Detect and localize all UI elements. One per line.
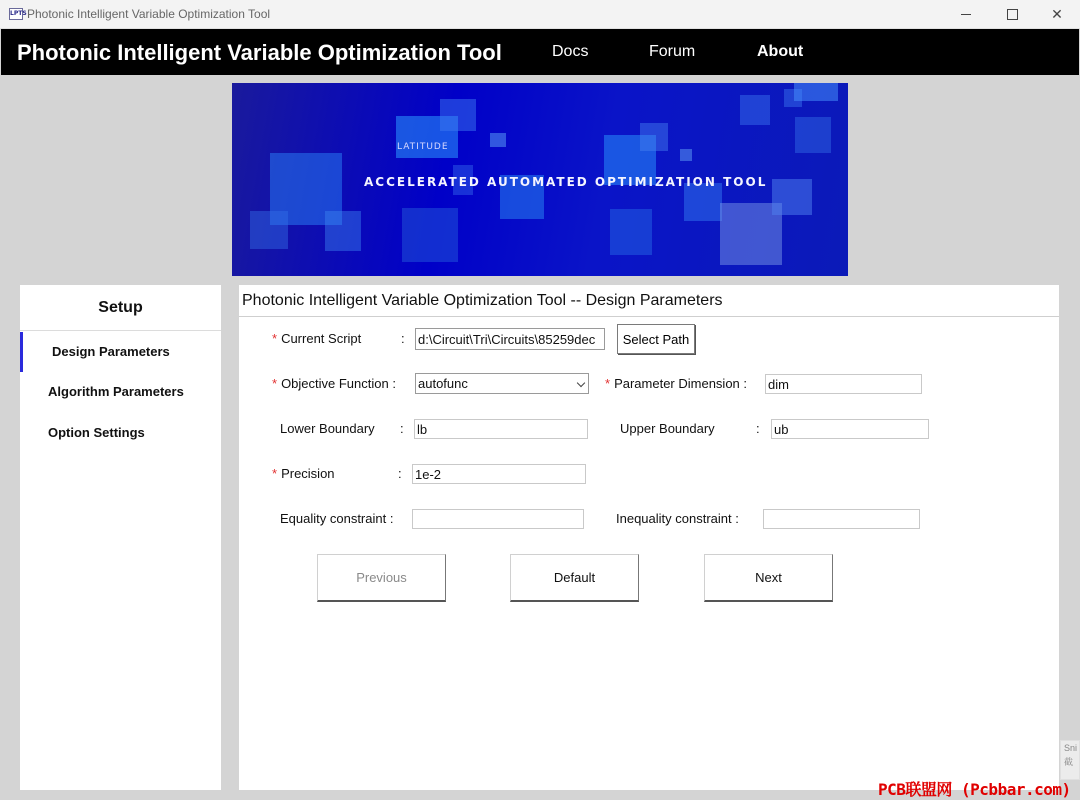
parameter-dimension-input[interactable] <box>765 374 922 394</box>
maximize-icon[interactable] <box>989 0 1035 29</box>
equality-constraint-label: Equality constraint : <box>280 511 394 526</box>
design-parameters-panel <box>239 285 1059 790</box>
sidebar-item-design-parameters[interactable]: Design Parameters <box>20 332 221 372</box>
title-divider <box>239 316 1059 317</box>
snip-tool-notification: Sni 截 <box>1060 740 1080 780</box>
banner-logo: LATITUDE <box>397 142 449 152</box>
upper-boundary-colon: : <box>756 421 760 436</box>
app-icon: LPTS <box>9 8 23 20</box>
app-title: Photonic Intelligent Variable Optimization Tool <box>17 40 502 65</box>
nav-about[interactable]: About <box>757 43 804 60</box>
inequality-constraint-label: Inequality constraint : <box>616 511 739 526</box>
page-title: Photonic Intelligent Variable Optimization Tool -- Design Parameters <box>242 292 723 309</box>
objective-function-value: autofunc <box>418 376 468 391</box>
upper-boundary-input[interactable] <box>771 419 929 439</box>
nav-docs[interactable]: Docs <box>552 43 589 60</box>
sidebar-heading: Setup <box>20 285 221 331</box>
window-title: Photonic Intelligent Variable Optimization Tool <box>27 7 271 21</box>
upper-boundary-label: Upper Boundary <box>620 421 715 436</box>
sidebar-item-algorithm-parameters[interactable]: Algorithm Parameters <box>48 384 184 399</box>
precision-label: * Precision <box>272 466 335 481</box>
current-script-input[interactable] <box>415 328 605 350</box>
precision-input[interactable] <box>412 464 586 484</box>
lower-boundary-input[interactable] <box>414 419 588 439</box>
banner-tagline: ACCELERATED AUTOMATED OPTIMIZATION TOOL <box>364 175 768 189</box>
banner-image <box>232 83 848 276</box>
objective-function-label: * Objective Function : <box>272 376 396 391</box>
sidebar-item-option-settings[interactable]: Option Settings <box>48 425 145 440</box>
parameter-dimension-label: * Parameter Dimension : <box>605 376 748 391</box>
setup-sidebar <box>20 285 221 790</box>
nav-forum[interactable]: Forum <box>649 43 696 60</box>
next-button[interactable]: Next <box>704 554 833 602</box>
app-header <box>1 29 1079 75</box>
objective-function-select[interactable] <box>415 373 589 394</box>
minimize-icon[interactable] <box>943 0 989 29</box>
chevron-down-icon <box>577 379 585 387</box>
watermark-text: PCB联盟网 (Pcbbar.com) <box>878 780 1071 799</box>
current-script-colon: : <box>401 331 405 346</box>
inequality-constraint-input[interactable] <box>763 509 920 529</box>
precision-colon: : <box>398 466 402 481</box>
window-titlebar <box>0 0 1080 29</box>
current-script-label: * Current Script <box>272 331 362 346</box>
previous-button[interactable]: Previous <box>317 554 446 602</box>
lower-boundary-label: Lower Boundary <box>280 421 375 436</box>
close-icon[interactable]: ✕ <box>1051 6 1063 23</box>
select-path-button[interactable]: Select Path <box>617 324 695 354</box>
default-button[interactable]: Default <box>510 554 639 602</box>
lower-boundary-colon: : <box>400 421 404 436</box>
equality-constraint-input[interactable] <box>412 509 584 529</box>
